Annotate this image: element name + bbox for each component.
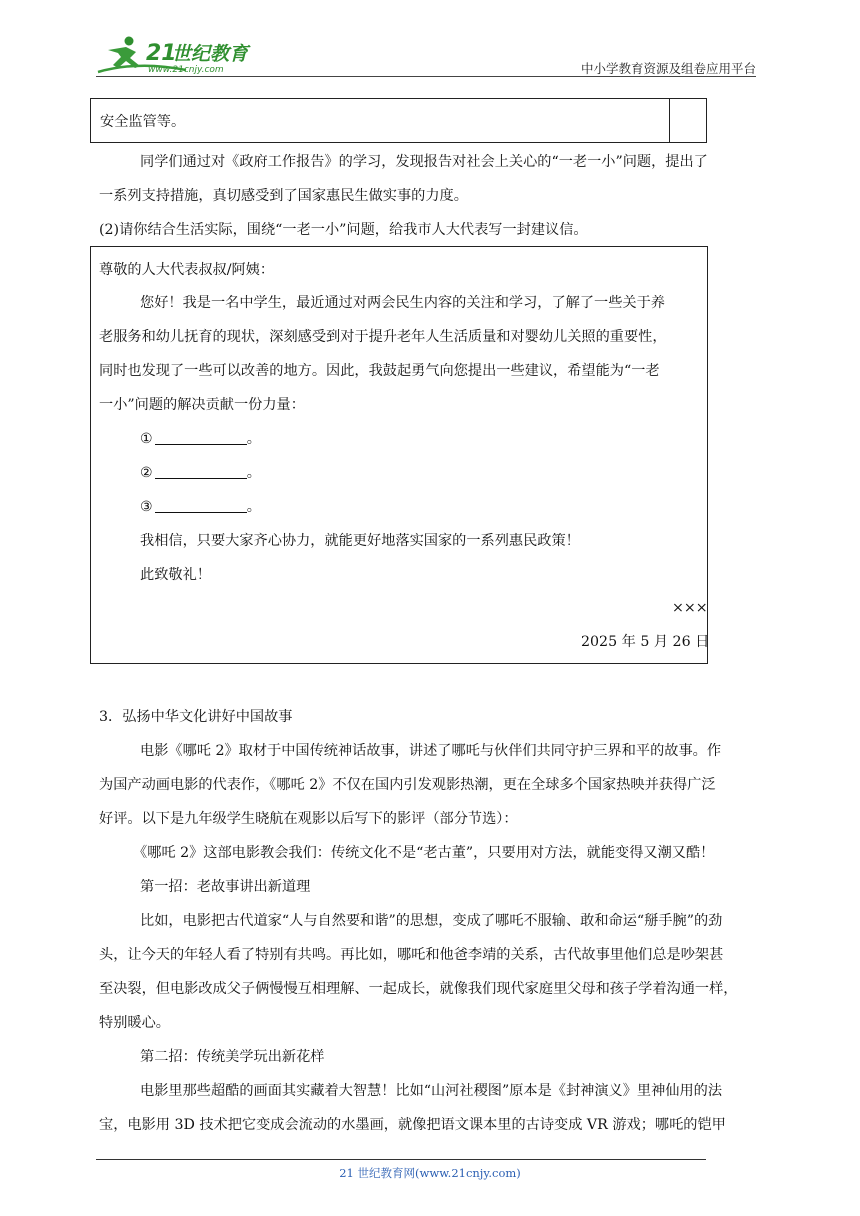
svg-text:www.21cnjy.com: www.21cnjy.com	[148, 65, 224, 75]
section-3-line: 电影里那些超酷的画面其实藏着大智慧！比如“山河社稷图”原本是《封神演义》里神仙用的法	[140, 1083, 723, 1099]
item-marker: ③	[140, 499, 153, 515]
table-cell-text: 安全监管等。	[100, 114, 186, 130]
section-3-line: 宝，电影用 3D 技术把它变成会流动的水墨画，就像把语文课本里的古诗变成 VR 游戏；哪吒的铠甲	[99, 1117, 726, 1133]
section-3-line: 比如，电影把古代道家“人与自然要和谐”的思想，变成了哪吒不服输、敢和命运“掰手腕”的劲	[140, 913, 723, 929]
platform-name: 中小学教育资源及组卷应用平台	[580, 61, 756, 76]
header-divider	[96, 76, 756, 77]
item-marker: ①	[140, 431, 153, 447]
footer-link[interactable]: 21 世纪教育网(www.21cnjy.com)	[339, 1166, 521, 1180]
letter-greeting: 尊敬的人大代表叔叔/阿姨：	[99, 262, 275, 278]
letter-body-line: 一小”问题的解决贡献一份力量：	[99, 397, 305, 413]
suggestion-item-3	[140, 497, 261, 517]
section-3-line: 好评。以下是九年级学生晓航在观影以后写下的影评（部分节选）：	[99, 811, 518, 827]
section-3-title: 3．弘扬中华文化讲好中国故事	[99, 709, 293, 725]
letter-signature: ×××	[672, 600, 708, 616]
letter-body-line: 老服务和幼儿抚育的现状，深刻感受到对于提升老年人生活质量和对婴幼儿关照的重要性，	[99, 329, 667, 345]
runner-logo-icon	[96, 34, 266, 76]
item-end: 。	[246, 465, 261, 481]
section-3-line: 《哪吒 2》这部电影教会我们：传统文化不是“老古董”，只要用对方法，就能变得又潮又酷！	[133, 845, 715, 861]
item-end: 。	[246, 431, 261, 447]
section-3-line: 特别暖心。	[99, 1015, 170, 1031]
section-3-line: 为国产动画电影的代表作，《哪吒 2》不仅在国内引发观影热潮，更在全球多个国家热映并获得广泛	[99, 777, 716, 793]
question-2: (2)请你结合生活实际，围绕“一老一小”问题，给我市人大代表写一封建议信。	[99, 222, 588, 238]
letter-closing: 我相信，只要大家齐心协力，就能更好地落实国家的一系列惠民政策！	[140, 533, 580, 549]
svg-text:世纪教育: 世纪教育	[172, 43, 249, 65]
answer-blank[interactable]	[155, 497, 247, 513]
section-3-subheading: 第一招：老故事讲出新道理	[140, 879, 311, 895]
section-3-line: 电影《哪吒 2》取材于中国传统神话故事，讲述了哪吒与伙伴们共同守护三界和平的故事。作	[140, 743, 722, 759]
suggestion-item-2	[140, 463, 261, 483]
letter-body-line: 您好！我是一名中学生，最近通过对两会民生内容的关注和学习，了解了一些关于养	[140, 295, 665, 311]
site-logo[interactable]	[96, 34, 266, 76]
intro-line-2: 一系列支持措施，真切感受到了国家惠民生做实事的力度。	[99, 188, 468, 204]
letter-body-line: 同时也发现了一些可以改善的地方。因此，我鼓起勇气向您提出一些建议，希望能为“一老	[99, 363, 660, 379]
answer-blank[interactable]	[155, 463, 247, 479]
footer-divider	[96, 1159, 706, 1160]
intro-line-1: 同学们通过对《政府工作报告》的学习，发现报告对社会上关心的“一老一小”问题，提出了	[140, 154, 708, 170]
section-3-subheading: 第二招：传统美学玩出新花样	[140, 1049, 325, 1065]
letter-date: 2025 年 5 月 26 日	[581, 634, 710, 650]
svg-text:21: 21	[146, 41, 177, 66]
item-marker: ②	[140, 465, 153, 481]
suggestion-item-1	[140, 429, 261, 449]
item-end: 。	[246, 499, 261, 515]
section-3-line: 头，让今天的年轻人看了特别有共鸣。再比如，哪吒和他爸李靖的关系，古代故事里他们总是吵架甚	[99, 947, 724, 963]
section-3-line: 至决裂，但电影改成父子俩慢慢互相理解、一起成长，就像我们现代家庭里父母和孩子学着沟通一样，	[99, 981, 738, 997]
table-column-divider	[669, 98, 670, 143]
letter-salute: 此致敬礼！	[140, 567, 211, 583]
answer-blank[interactable]	[155, 429, 247, 445]
